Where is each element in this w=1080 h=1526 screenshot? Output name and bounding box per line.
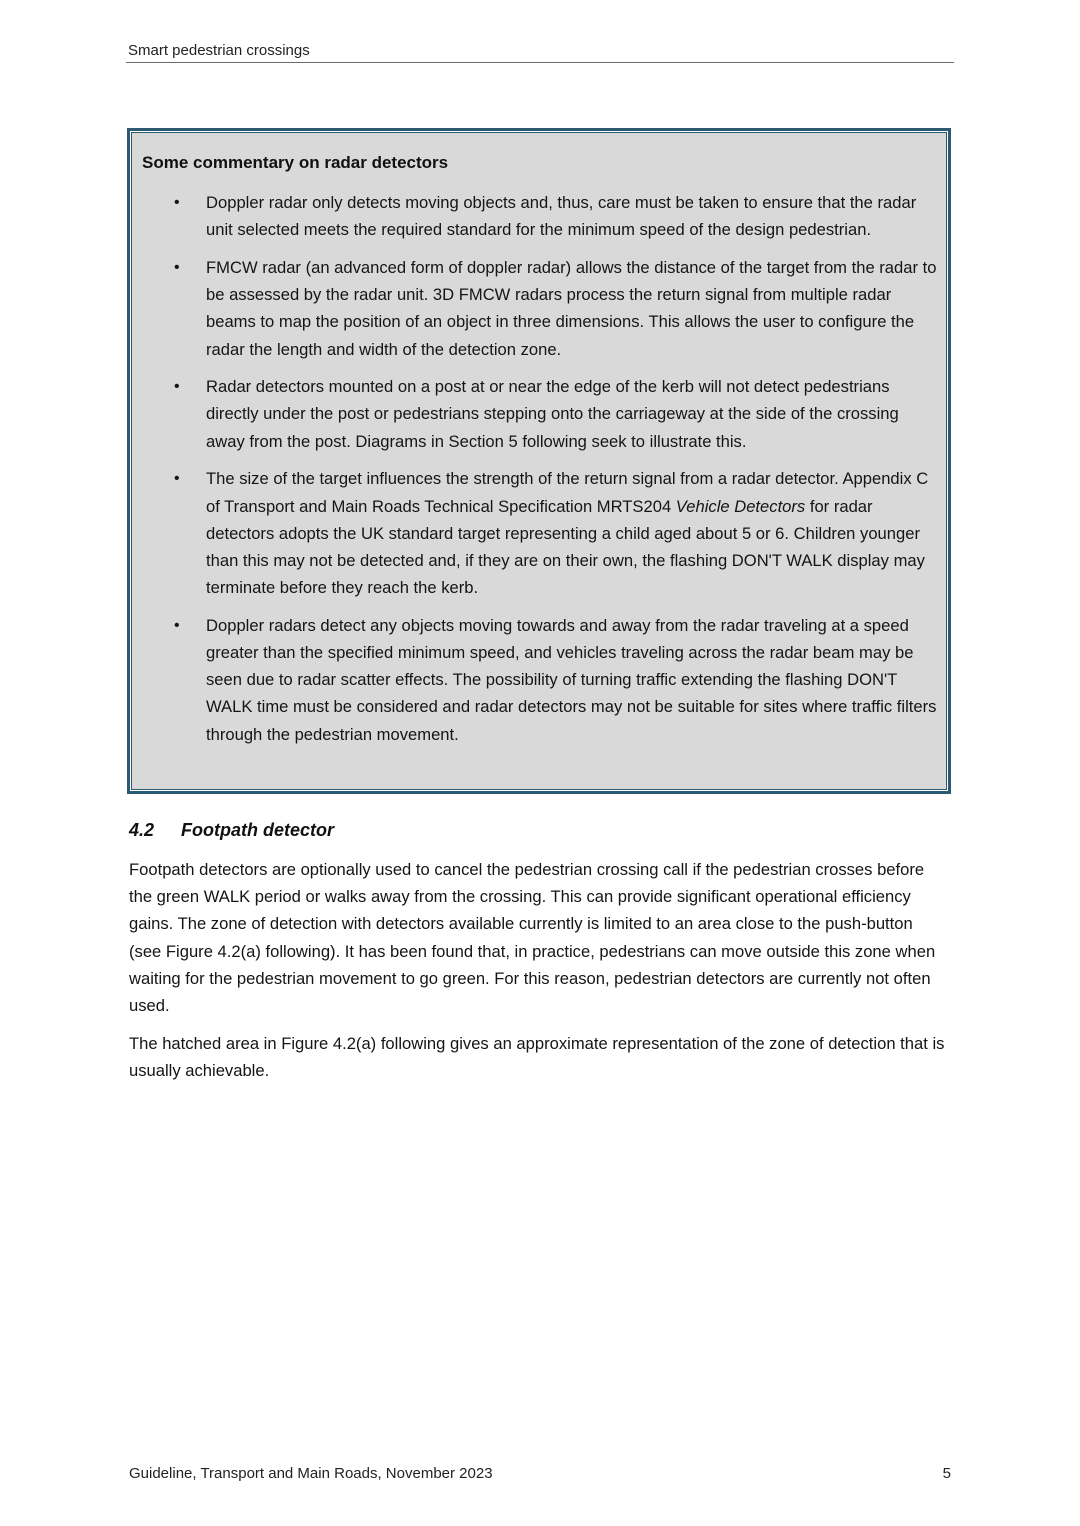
bullet-icon: •: [174, 258, 180, 276]
section-title: Footpath detector: [181, 820, 334, 840]
bullet-text: Doppler radars detect any objects moving towards and away from the radar traveling at a speed greater than the specified minimum speed, and vehicles traveling across the radar beam may be seen due to radar scatter effects. The possibility of turning traffic extending the flashing DON'T WALK time must be considered and radar detectors may not be suitable for sites where traffic filters through the pedestrian movement.: [206, 615, 937, 744]
bullet-icon: •: [174, 616, 180, 634]
body-paragraph: Footpath detectors are optionally used to cancel the pedestrian crossing call if the pedestrian crosses before the green WALK period or walks away from the crossing. This can provide significant operational efficiency gains. The zone of detection with detectors available currently is limited to an area close to the push-button (see Figure 4.2(a) following). It has been found that, in practice, pedestrians can move outside this zone when waiting for the pedestrian movement to go green. For this reason, pedestrian detectors are currently not often used.: [129, 860, 936, 1016]
running-title: Smart pedestrian crossings: [128, 42, 310, 59]
bullet-text: [206, 469, 928, 597]
footer-publication: Guideline, Transport and Main Roads, November 2023: [129, 1465, 493, 1482]
bullet-item: [132, 254, 946, 363]
bullet-text: Radar detectors mounted on a post at or near the edge of the kerb will not detect pedestrians directly under the post or pedestrians stepping onto the carriageway at the side of the crossing away from the post. Diagrams in Section 5 following seek to illustrate this.: [206, 377, 899, 451]
bullet-text-after: for radar detectors adopts the UK standard target representing a child aged about 5 or 6. Children younger than this may not be detected and, if they are on their own, the flashing DON'T WALK display may terminate before they reach the kerb.: [206, 496, 925, 598]
page-header: [126, 40, 954, 63]
bullet-icon: •: [174, 378, 180, 396]
commentary-bullet-list: [132, 189, 946, 758]
bullet-item: [132, 465, 946, 601]
footer-page-number: 5: [942, 1465, 951, 1482]
bullet-text: FMCW radar (an advanced form of doppler radar) allows the distance of the target from the radar to be assessed by the radar unit. 3D FMCW radars process the return signal from multiple radar beams to map the position of an object in three dimensions. This allows the user to configure the radar the length and width of the detection zone.: [206, 257, 937, 359]
bullet-text: Doppler radar only detects moving objects and, thus, care must be taken to ensure that the radar unit selected meets the required standard for the minimum speed of the design pedestrian.: [206, 193, 917, 240]
bullet-icon: •: [174, 194, 180, 211]
bullet-item: [132, 612, 946, 748]
bullet-text-before: The size of the target influences the strength of the return signal from a radar detector. Appendix C of Transport and Main Roads Technical Specification MRTS204: [206, 469, 929, 516]
bullet-icon: •: [174, 470, 180, 488]
bullet-item: [132, 189, 946, 243]
bullet-item: [132, 373, 946, 455]
commentary-box: [127, 128, 951, 794]
spec-title-italic: Vehicle Detectors: [675, 496, 806, 516]
section-heading: [129, 820, 334, 841]
commentary-box-inner: [131, 132, 947, 790]
section-number: 4.2: [129, 820, 155, 840]
commentary-box-title: Some commentary on radar detectors: [142, 153, 449, 172]
body-paragraph: The hatched area in Figure 4.2(a) following gives an approximate representation of the zone of detection that is usually achievable.: [129, 1034, 945, 1081]
